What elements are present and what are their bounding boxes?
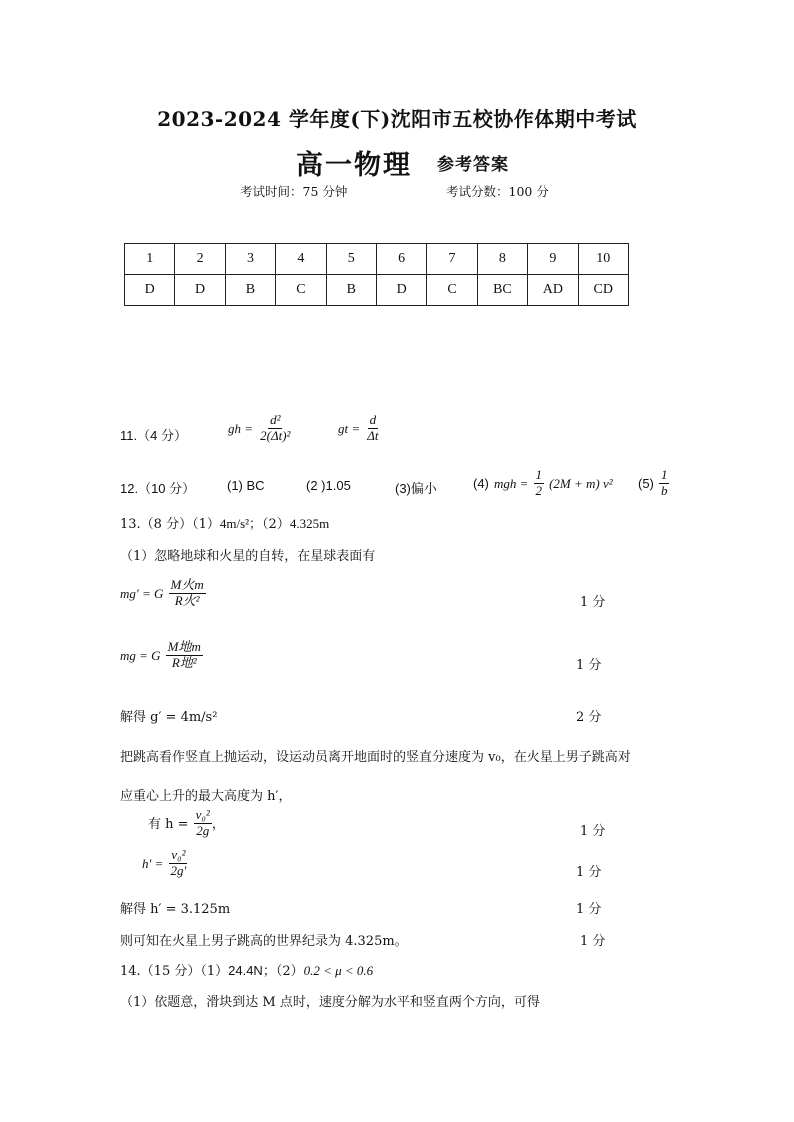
q12-label: 12.（10 分） <box>120 481 196 496</box>
q14-header <box>120 960 373 979</box>
q12-p5-fraction <box>659 468 670 499</box>
q12-part-2: (2 )1.05 <box>306 478 351 493</box>
q13-eq1-score: 1 分 <box>580 595 606 610</box>
q12-p4-num: 1 <box>535 467 542 482</box>
answer-value: C <box>427 275 477 306</box>
q13-para-1: 把跳高看作竖直上抛运动，设运动员离开地面时的竖直分速度为 v₀，在火星上男子跳高对 <box>120 750 631 765</box>
q13-eq5 <box>142 848 188 879</box>
q11-f1-lhs: gh = <box>228 420 254 436</box>
q13-eq3: 解得 g′ = 4m/s² <box>120 710 218 725</box>
q13-eq2-den: R地² <box>171 654 197 670</box>
q13-eq5-num: v₀² <box>171 847 186 862</box>
q11-formula-1 <box>228 413 292 444</box>
q13-eq6-score: 1 分 <box>576 902 602 917</box>
q13-eq2-fraction <box>166 640 203 671</box>
q13-eq1-den: R火² <box>174 592 200 608</box>
answer-number: 10 <box>578 244 628 275</box>
q14-label: 14.（15 分）（1） <box>120 964 229 979</box>
exam-time: 考试时间：75 分钟 <box>240 184 348 199</box>
q11-f1-num: d² <box>270 412 281 427</box>
answer-value: CD <box>578 275 628 306</box>
q12-part-1: (1) BC <box>227 478 265 493</box>
q12-part-5 <box>638 468 669 499</box>
answer-value: B <box>225 275 275 306</box>
q13-eq1-lhs: mg′ = G <box>120 585 164 601</box>
q13-eq4-lhs: 有 h = <box>148 816 189 832</box>
q13-eq2 <box>120 640 203 671</box>
q13-sep: ；（2） <box>249 517 290 532</box>
q11-f2-lhs: gt = <box>338 420 361 436</box>
exam-title: 2023-2024 学年度(下)沈阳市五校协作体期中考试 <box>157 107 637 131</box>
q13-answer-2: 4.325m <box>289 516 330 531</box>
answer-value: B <box>326 275 376 306</box>
q13-eq4-num: v₀² <box>195 807 210 822</box>
q12-p4-label: (4) <box>473 475 489 491</box>
q13-answer-1: 4m/s² <box>219 516 250 531</box>
answer-number: 8 <box>477 244 527 275</box>
q13-eq2-score: 1 分 <box>576 658 602 673</box>
q14-answer-2: 0.2 < μ < 0.6 <box>303 963 374 978</box>
answer-number: 7 <box>427 244 477 275</box>
q13-eq5-den: 2g′ <box>170 862 187 878</box>
answer-number: 2 <box>175 244 225 275</box>
q11-formula-2 <box>338 413 380 444</box>
answer-value: D <box>125 275 175 306</box>
q11-f2-den: Δt <box>367 427 379 443</box>
answer-number: 3 <box>225 244 275 275</box>
q13-eq1-fraction <box>169 578 206 609</box>
q11-f1-fraction <box>258 413 292 444</box>
q13-header <box>120 513 329 532</box>
answer-number: 4 <box>276 244 326 275</box>
exam-score: 考试分数：100 分 <box>446 184 549 199</box>
q13-label: 13.（8 分）（1） <box>120 517 220 532</box>
q13-eq7: 则可知在火星上男子跳高的世界纪录为 4.325m。 <box>120 934 408 949</box>
q13-eq5-score: 1 分 <box>576 865 602 880</box>
q13-eq6: 解得 h′ = 3.125m <box>120 902 231 917</box>
answer-value: D <box>175 275 225 306</box>
subject-title: 高一物理 <box>296 150 412 181</box>
answer-number: 1 <box>125 244 175 275</box>
answer-table <box>124 243 629 306</box>
answer-number: 5 <box>326 244 376 275</box>
q12-p5-num: 1 <box>660 467 668 482</box>
q12-p4-fraction <box>534 468 545 499</box>
q12-p4-rhs: (2M + m) v² <box>549 475 613 491</box>
q13-para-2: 应重心上升的最大高度为 h′， <box>120 789 292 804</box>
answer-value: AD <box>528 275 578 306</box>
q13-eq4-tail: ， <box>211 816 225 832</box>
answer-value-row <box>125 275 629 306</box>
q11-label: 11.（4 分） <box>120 428 187 443</box>
answer-value: D <box>376 275 426 306</box>
answer-number: 6 <box>376 244 426 275</box>
q13-eq1-num: M火m <box>170 577 204 592</box>
q13-eq2-num: M地m <box>167 639 201 654</box>
answer-number: 9 <box>528 244 578 275</box>
q12-p4-lhs: mgh = <box>493 475 529 491</box>
q14-sep: ；（2） <box>262 964 304 979</box>
q13-eq5-lhs: h′ = <box>142 855 164 871</box>
q13-eq4-den: 2g <box>196 822 210 838</box>
q12-p4-den: 2 <box>535 482 542 498</box>
q12-part-4 <box>473 468 613 499</box>
q11-f1-den: 2(Δt)² <box>260 427 291 443</box>
q11-f2-num: d <box>369 412 377 427</box>
q13-eq7-score: 1 分 <box>580 934 606 949</box>
answer-value: BC <box>477 275 527 306</box>
q13-eq1 <box>120 578 206 609</box>
answer-key-label: 参考答案 <box>437 155 509 175</box>
q14-intro: （1）依题意，滑块到达 M 点时，速度分解为水平和竖直两个方向，可得 <box>120 995 540 1010</box>
answer-value: C <box>276 275 326 306</box>
q13-eq4 <box>148 808 225 839</box>
q13-eq2-lhs: mg = G <box>120 647 161 663</box>
q11-f2-fraction <box>365 413 380 444</box>
q13-eq3-score: 2 分 <box>576 710 602 725</box>
q13-intro: （1）忽略地球和火星的自转，在星球表面有 <box>120 549 376 564</box>
q13-eq4-score: 1 分 <box>580 824 606 839</box>
answer-number-row <box>125 244 629 275</box>
q12-p5-den: b <box>660 482 668 498</box>
q12-p5-label: (5) <box>638 475 654 491</box>
q13-eq5-fraction <box>168 848 188 879</box>
q13-eq4-fraction <box>194 808 212 839</box>
q14-answer-1: 24.4N <box>228 963 263 978</box>
q12-part-3: (3)偏小 <box>395 481 437 496</box>
